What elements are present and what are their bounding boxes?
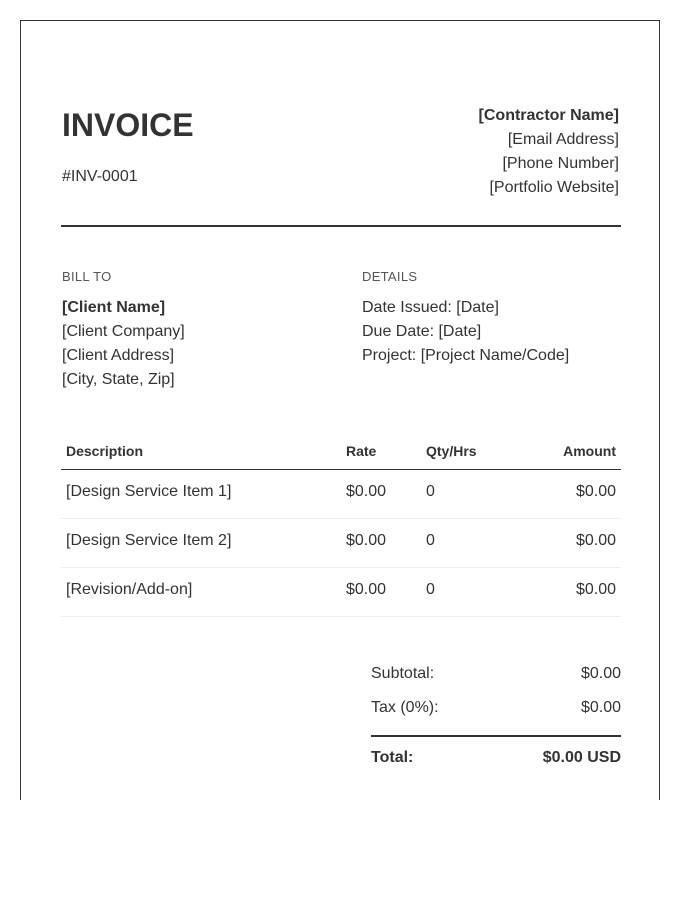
row-amount: $0.00 <box>575 483 616 500</box>
total-label: Total: <box>371 748 414 766</box>
row-rate: $0.00 <box>346 483 387 500</box>
date-issued: Date Issued: [Date] <box>362 299 499 316</box>
details-block <box>362 296 569 368</box>
row-description: [Design Service Item 2] <box>66 532 232 549</box>
header-qty: Qty/Hrs <box>426 443 477 459</box>
contractor-info <box>479 104 619 200</box>
bill-to-label: BILL TO <box>62 269 112 284</box>
invoice-number: #INV-0001 <box>62 168 138 185</box>
details-label: DETAILS <box>362 269 418 284</box>
total-row <box>371 737 621 771</box>
contractor-email: [Email Address] <box>507 131 619 148</box>
line-items-table <box>61 431 621 617</box>
row-description: [Design Service Item 1] <box>66 483 232 500</box>
tax-row <box>371 695 621 729</box>
tax-label: Tax (0%): <box>371 699 439 716</box>
client-company: [Client Company] <box>62 323 185 340</box>
row-qty: 0 <box>426 532 435 549</box>
table-row <box>61 568 621 617</box>
table-row <box>61 470 621 519</box>
contractor-name: [Contractor Name] <box>478 107 619 124</box>
invoice-title: INVOICE <box>62 107 194 143</box>
table-row <box>61 519 621 568</box>
client-address: [Client Address] <box>62 347 175 364</box>
bill-to-block <box>62 296 185 392</box>
client-city: [City, State, Zip] <box>62 371 175 388</box>
contractor-website: [Portfolio Website] <box>489 179 619 196</box>
header-description: Description <box>66 443 144 459</box>
subtotal-label: Subtotal: <box>371 665 435 682</box>
due-date: Due Date: [Date] <box>362 323 482 340</box>
row-rate: $0.00 <box>346 581 387 598</box>
invoice-sheet <box>20 20 660 800</box>
row-qty: 0 <box>426 483 435 500</box>
header-amount: Amount <box>563 443 616 459</box>
subtotal-value: $0.00 <box>580 665 621 682</box>
row-qty: 0 <box>426 581 435 598</box>
subtotal-row <box>371 661 621 695</box>
total-value: $0.00 USD <box>542 748 621 766</box>
row-rate: $0.00 <box>346 532 387 549</box>
tax-value: $0.00 <box>580 699 621 716</box>
totals-block <box>371 661 621 771</box>
header-rate: Rate <box>346 443 377 459</box>
header-divider <box>61 225 621 227</box>
row-amount: $0.00 <box>575 581 616 598</box>
row-description: [Revision/Add-on] <box>66 581 193 598</box>
project: Project: [Project Name/Code] <box>362 347 570 364</box>
table-header <box>61 431 621 470</box>
contractor-phone: [Phone Number] <box>502 155 619 172</box>
row-amount: $0.00 <box>575 532 616 549</box>
client-name: [Client Name] <box>62 299 166 316</box>
